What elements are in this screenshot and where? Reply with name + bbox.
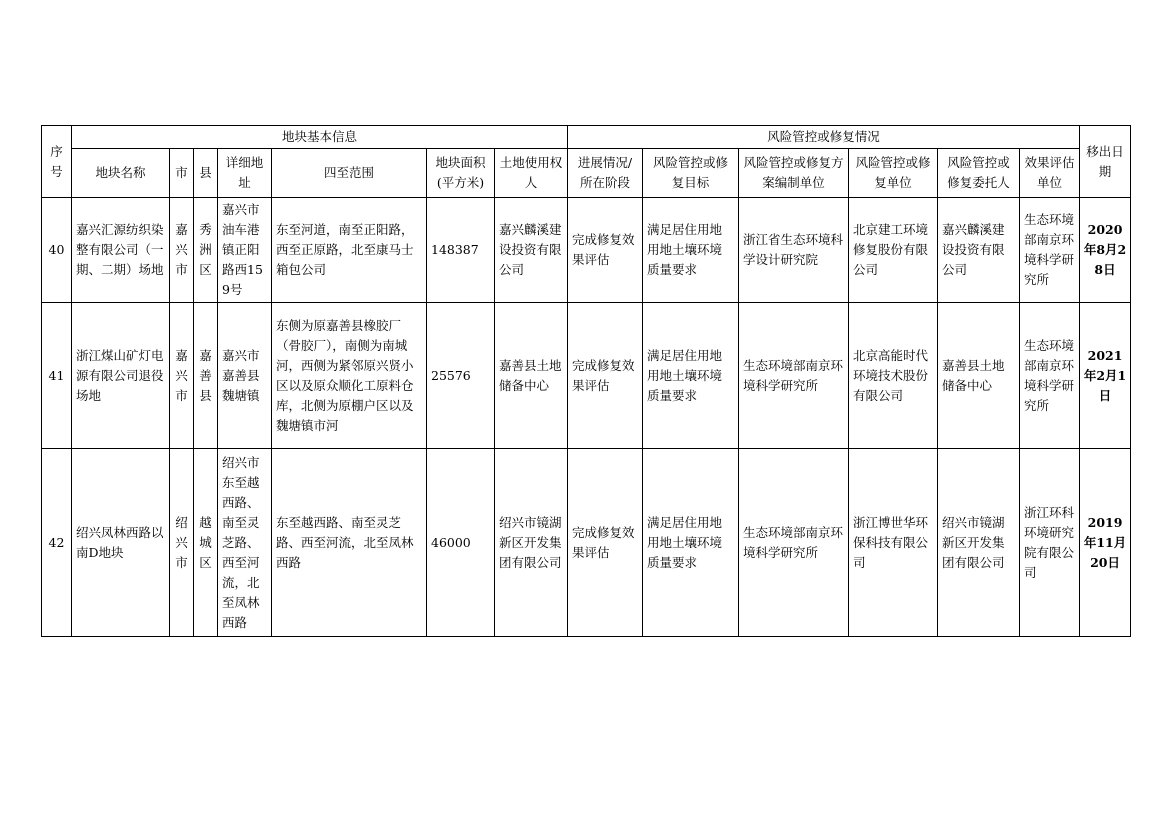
header-owner: 土地使用权人 — [495, 149, 568, 198]
cell-boundary: 东至越西路、南至灵芝路、西至河流，北至凤林西路 — [272, 449, 427, 637]
cell-address: 嘉兴市油车港镇正阳路西159号 — [218, 198, 272, 303]
table-row — [42, 198, 1131, 303]
cell-city: 嘉兴市 — [170, 198, 194, 303]
cell-name: 绍兴凤林西路以南D地块 — [72, 449, 170, 637]
table-row — [42, 449, 1131, 637]
cell-seq: 40 — [42, 198, 72, 303]
header-row-1 — [42, 126, 1131, 149]
cell-target: 满足居住用地用地土壤环境质量要求 — [643, 198, 739, 303]
cell-repair-unit: 北京高能时代环境技术股份有限公司 — [849, 303, 938, 449]
cell-repair-unit: 浙江博世华环保科技有限公司 — [849, 449, 938, 637]
header-name: 地块名称 — [72, 149, 170, 198]
cell-target: 满足居住用地用地土壤环境质量要求 — [643, 303, 739, 449]
cell-boundary: 东侧为原嘉善县橡胶厂（骨胶厂），南侧为南城河，西侧为紧邻原兴贤小区以及原众顺化工原料仓库，北侧为原棚户区以及魏塘镇市河 — [272, 303, 427, 449]
cell-progress: 完成修复效果评估 — [568, 303, 643, 449]
cell-name: 嘉兴汇源纺织染整有限公司（一期、二期）场地 — [72, 198, 170, 303]
cell-seq: 42 — [42, 449, 72, 637]
cell-area: 25576 — [427, 303, 495, 449]
cell-progress: 完成修复效果评估 — [568, 198, 643, 303]
cell-date: 2020年8月28日 — [1080, 198, 1131, 303]
cell-eval-unit: 生态环境部南京环境科学研究所 — [1020, 303, 1080, 449]
cell-area: 148387 — [427, 198, 495, 303]
cell-date: 2021年2月1日 — [1080, 303, 1131, 449]
cell-eval-unit: 浙江环科环境研究院有限公司 — [1020, 449, 1080, 637]
cell-eval-unit: 生态环境部南京环境科学研究所 — [1020, 198, 1080, 303]
cell-target: 满足居住用地用地土壤环境质量要求 — [643, 449, 739, 637]
cell-city: 嘉兴市 — [170, 303, 194, 449]
cell-county: 嘉善县 — [194, 303, 218, 449]
cell-progress: 完成修复效果评估 — [568, 449, 643, 637]
header-address: 详细地址 — [218, 149, 272, 198]
header-boundary: 四至范围 — [272, 149, 427, 198]
header-progress: 进展情况/所在阶段 — [568, 149, 643, 198]
cell-client: 绍兴市镜湖新区开发集团有限公司 — [938, 449, 1020, 637]
header-city: 市 — [170, 149, 194, 198]
cell-plan-unit: 浙江省生态环境科学设计研究院 — [739, 198, 849, 303]
site-table — [41, 125, 1131, 637]
header-eval-unit: 效果评估单位 — [1020, 149, 1080, 198]
header-move-date: 移出日期 — [1080, 126, 1131, 198]
cell-repair-unit: 北京建工环境修复股份有限公司 — [849, 198, 938, 303]
cell-client: 嘉兴麟溪建设投资有限公司 — [938, 198, 1020, 303]
cell-boundary: 东至河道，南至正阳路，西至正原路，北至康马士箱包公司 — [272, 198, 427, 303]
header-client: 风险管控或修复委托人 — [938, 149, 1020, 198]
cell-county: 秀洲区 — [194, 198, 218, 303]
header-area: 地块面积(平方米) — [427, 149, 495, 198]
header-group-risk: 风险管控或修复情况 — [568, 126, 1080, 149]
cell-client: 嘉善县土地储备中心 — [938, 303, 1020, 449]
cell-city: 绍兴市 — [170, 449, 194, 637]
header-county: 县 — [194, 149, 218, 198]
cell-address: 嘉兴市嘉善县魏塘镇 — [218, 303, 272, 449]
header-seq: 序号 — [42, 126, 72, 198]
cell-name: 浙江煤山矿灯电源有限公司退役场地 — [72, 303, 170, 449]
cell-area: 46000 — [427, 449, 495, 637]
header-plan-unit: 风险管控或修复方案编制单位 — [739, 149, 849, 198]
cell-plan-unit: 生态环境部南京环境科学研究所 — [739, 303, 849, 449]
cell-owner: 嘉兴麟溪建设投资有限公司 — [495, 198, 568, 303]
cell-plan-unit: 生态环境部南京环境科学研究所 — [739, 449, 849, 637]
table-row — [42, 303, 1131, 449]
header-group-basic: 地块基本信息 — [72, 126, 568, 149]
cell-address: 绍兴市东至越西路、南至灵芝路、西至河流，北至凤林西路 — [218, 449, 272, 637]
cell-seq: 41 — [42, 303, 72, 449]
header-repair-unit: 风险管控或修复单位 — [849, 149, 938, 198]
cell-county: 越城区 — [194, 449, 218, 637]
cell-owner: 嘉善县土地储备中心 — [495, 303, 568, 449]
cell-owner: 绍兴市镜湖新区开发集团有限公司 — [495, 449, 568, 637]
cell-date: 2019年11月20日 — [1080, 449, 1131, 637]
header-target: 风险管控或修复目标 — [643, 149, 739, 198]
header-row-2 — [42, 149, 1131, 198]
